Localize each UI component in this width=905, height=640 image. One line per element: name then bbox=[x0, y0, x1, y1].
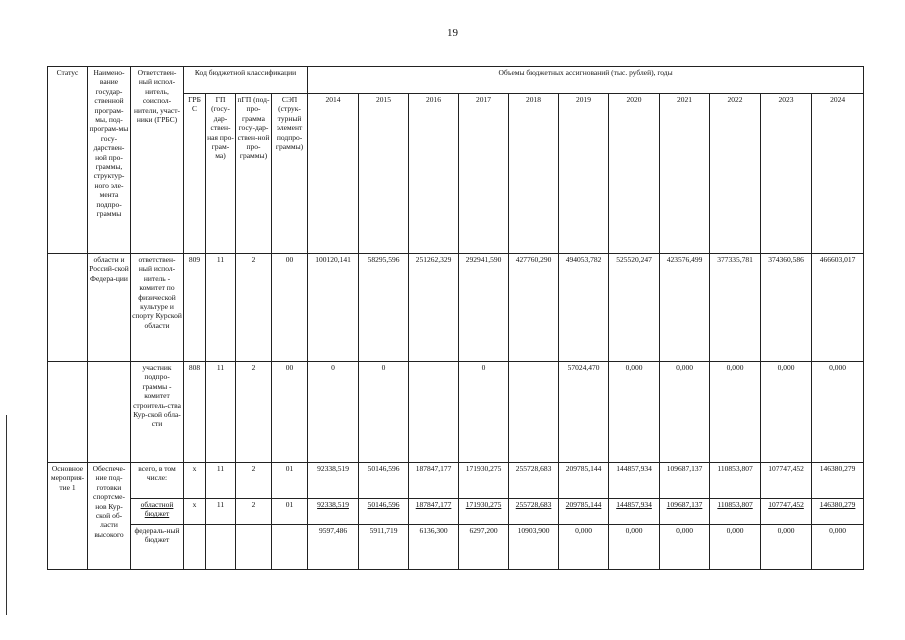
value-cell: 466603,017 bbox=[812, 254, 864, 362]
value-cell: 110853,807 bbox=[710, 499, 761, 525]
value-cell: 92338,519 bbox=[308, 499, 359, 525]
row-gp: 11 bbox=[206, 254, 236, 362]
col-status-header: Статус bbox=[48, 67, 88, 254]
value-cell: 110853,807 bbox=[710, 463, 761, 499]
value-cell: 374360,586 bbox=[761, 254, 812, 362]
row-sep: 01 bbox=[272, 463, 308, 499]
value-cell: 0,000 bbox=[761, 525, 812, 570]
row-gp bbox=[206, 525, 236, 570]
year-header: 2015 bbox=[359, 94, 409, 254]
row-pgp: 2 bbox=[236, 499, 272, 525]
table-row bbox=[48, 463, 864, 499]
value-cell: 255728,683 bbox=[509, 463, 559, 499]
col-gp-header: ГП (госу-дар-ствен-ная про-грам-ма) bbox=[206, 94, 236, 254]
value-cell: 255728,683 bbox=[509, 499, 559, 525]
col-pgp-header: пГП (под-про-грамма госу-дар-ствен-ной про-граммы) bbox=[236, 94, 272, 254]
row-responsible: всего, в том числе: bbox=[131, 463, 184, 499]
row-sep: 00 bbox=[272, 254, 308, 362]
value-cell: 107747,452 bbox=[761, 463, 812, 499]
value-cell: 209785,144 bbox=[559, 499, 609, 525]
row-grbs: х bbox=[184, 463, 206, 499]
value-cell: 5911,719 bbox=[359, 525, 409, 570]
row-gp: 11 bbox=[206, 499, 236, 525]
value-cell: 144857,934 bbox=[609, 463, 660, 499]
value-cell: 251262,329 bbox=[409, 254, 459, 362]
row-responsible: федераль-ный бюджет bbox=[131, 525, 184, 570]
value-cell bbox=[509, 362, 559, 463]
value-cell: 0,000 bbox=[559, 525, 609, 570]
measure-name: Обеспече-ние под-готовки спортсме-нов Кур-ской об-ласти высокого bbox=[88, 463, 131, 570]
value-cell: 146380,279 bbox=[812, 499, 864, 525]
col-sep-header: СЭП (струк-турный элемент подпро-граммы) bbox=[272, 94, 308, 254]
value-cell: 0,000 bbox=[609, 362, 660, 463]
row-grbs: 809 bbox=[184, 254, 206, 362]
value-cell: 109687,137 bbox=[660, 499, 710, 525]
value-cell: 187847,177 bbox=[409, 463, 459, 499]
year-header: 2020 bbox=[609, 94, 660, 254]
row-pgp: 2 bbox=[236, 463, 272, 499]
row-gp: 11 bbox=[206, 463, 236, 499]
value-cell: 377335,781 bbox=[710, 254, 761, 362]
year-header: 2021 bbox=[660, 94, 710, 254]
value-cell: 0,000 bbox=[609, 525, 660, 570]
value-cell: 171930,275 bbox=[459, 499, 509, 525]
value-cell bbox=[409, 362, 459, 463]
value-cell: 0,000 bbox=[710, 525, 761, 570]
row-grbs: х bbox=[184, 499, 206, 525]
value-cell: 6136,300 bbox=[409, 525, 459, 570]
year-header: 2016 bbox=[409, 94, 459, 254]
year-header: 2022 bbox=[710, 94, 761, 254]
value-cell: 0,000 bbox=[812, 525, 864, 570]
value-cell: 100120,141 bbox=[308, 254, 359, 362]
row-sep: 00 bbox=[272, 362, 308, 463]
margin-line bbox=[6, 415, 7, 615]
value-cell: 107747,452 bbox=[761, 499, 812, 525]
row-pgp bbox=[236, 525, 272, 570]
year-header: 2018 bbox=[509, 94, 559, 254]
row-sep: 01 bbox=[272, 499, 308, 525]
value-cell: 6297,200 bbox=[459, 525, 509, 570]
value-cell: 10903,900 bbox=[509, 525, 559, 570]
value-cell: 0 bbox=[459, 362, 509, 463]
col-responsible-header: Ответствен-ный испол-нитель, соиспол-нители, участ-ники (ГРБС) bbox=[131, 67, 184, 254]
value-cell: 57024,470 bbox=[559, 362, 609, 463]
value-cell: 0,000 bbox=[710, 362, 761, 463]
value-cell: 209785,144 bbox=[559, 463, 609, 499]
row-status bbox=[48, 254, 88, 362]
table-row bbox=[48, 499, 864, 525]
row-responsible: областной бюджет bbox=[131, 499, 184, 525]
value-cell: 427760,290 bbox=[509, 254, 559, 362]
row-name: области и Россий-ской Федера-ции bbox=[88, 254, 131, 362]
value-cell: 187847,177 bbox=[409, 499, 459, 525]
value-cell: 525520,247 bbox=[609, 254, 660, 362]
table-row bbox=[48, 362, 864, 463]
header-row-1 bbox=[48, 67, 864, 94]
row-pgp: 2 bbox=[236, 254, 272, 362]
year-header: 2023 bbox=[761, 94, 812, 254]
row-grbs bbox=[184, 525, 206, 570]
value-cell: 0,000 bbox=[761, 362, 812, 463]
value-cell: 292941,590 bbox=[459, 254, 509, 362]
row-grbs: 808 bbox=[184, 362, 206, 463]
page-number: 19 bbox=[447, 27, 458, 39]
budget-table bbox=[47, 66, 864, 570]
value-cell: 423576,499 bbox=[660, 254, 710, 362]
col-name-header: Наимено-вание государ-ственной програм-мы, под-програм-мы госу-дарствен-ной про-граммы, структур-ного эле-мента подпро-граммы bbox=[88, 67, 131, 254]
measure-status: Основное мероприя-тие 1 bbox=[48, 463, 88, 570]
volumes-group-header: Объемы бюджетных ассигнований (тыс. рублей), годы bbox=[308, 67, 864, 94]
code-group-header: Код бюджетной классификации bbox=[184, 67, 308, 94]
row-gp: 11 bbox=[206, 362, 236, 463]
value-cell: 92338,519 bbox=[308, 463, 359, 499]
row-name bbox=[88, 362, 131, 463]
col-grbs-header: ГРБ С bbox=[184, 94, 206, 254]
value-cell: 0,000 bbox=[660, 362, 710, 463]
value-cell: 0,000 bbox=[660, 525, 710, 570]
value-cell: 494053,782 bbox=[559, 254, 609, 362]
value-cell: 50146,596 bbox=[359, 499, 409, 525]
row-status bbox=[48, 362, 88, 463]
value-cell: 144857,934 bbox=[609, 499, 660, 525]
table-row bbox=[48, 525, 864, 570]
value-cell: 109687,137 bbox=[660, 463, 710, 499]
value-cell: 9597,486 bbox=[308, 525, 359, 570]
year-header: 2017 bbox=[459, 94, 509, 254]
table-row bbox=[48, 254, 864, 362]
row-sep bbox=[272, 525, 308, 570]
year-header: 2024 bbox=[812, 94, 864, 254]
value-cell: 0 bbox=[359, 362, 409, 463]
value-cell: 146380,279 bbox=[812, 463, 864, 499]
value-cell: 0 bbox=[308, 362, 359, 463]
row-responsible: ответствен-ный испол-нитель - комитет по физической культуре и спорту Курской области bbox=[131, 254, 184, 362]
year-header: 2019 bbox=[559, 94, 609, 254]
row-pgp: 2 bbox=[236, 362, 272, 463]
value-cell: 58295,596 bbox=[359, 254, 409, 362]
value-cell: 171930,275 bbox=[459, 463, 509, 499]
value-cell: 0,000 bbox=[812, 362, 864, 463]
value-cell: 50146,596 bbox=[359, 463, 409, 499]
row-responsible: участник подпро-граммы - комитет строитель-ства Кур-ской обла-сти bbox=[131, 362, 184, 463]
year-header: 2014 bbox=[308, 94, 359, 254]
